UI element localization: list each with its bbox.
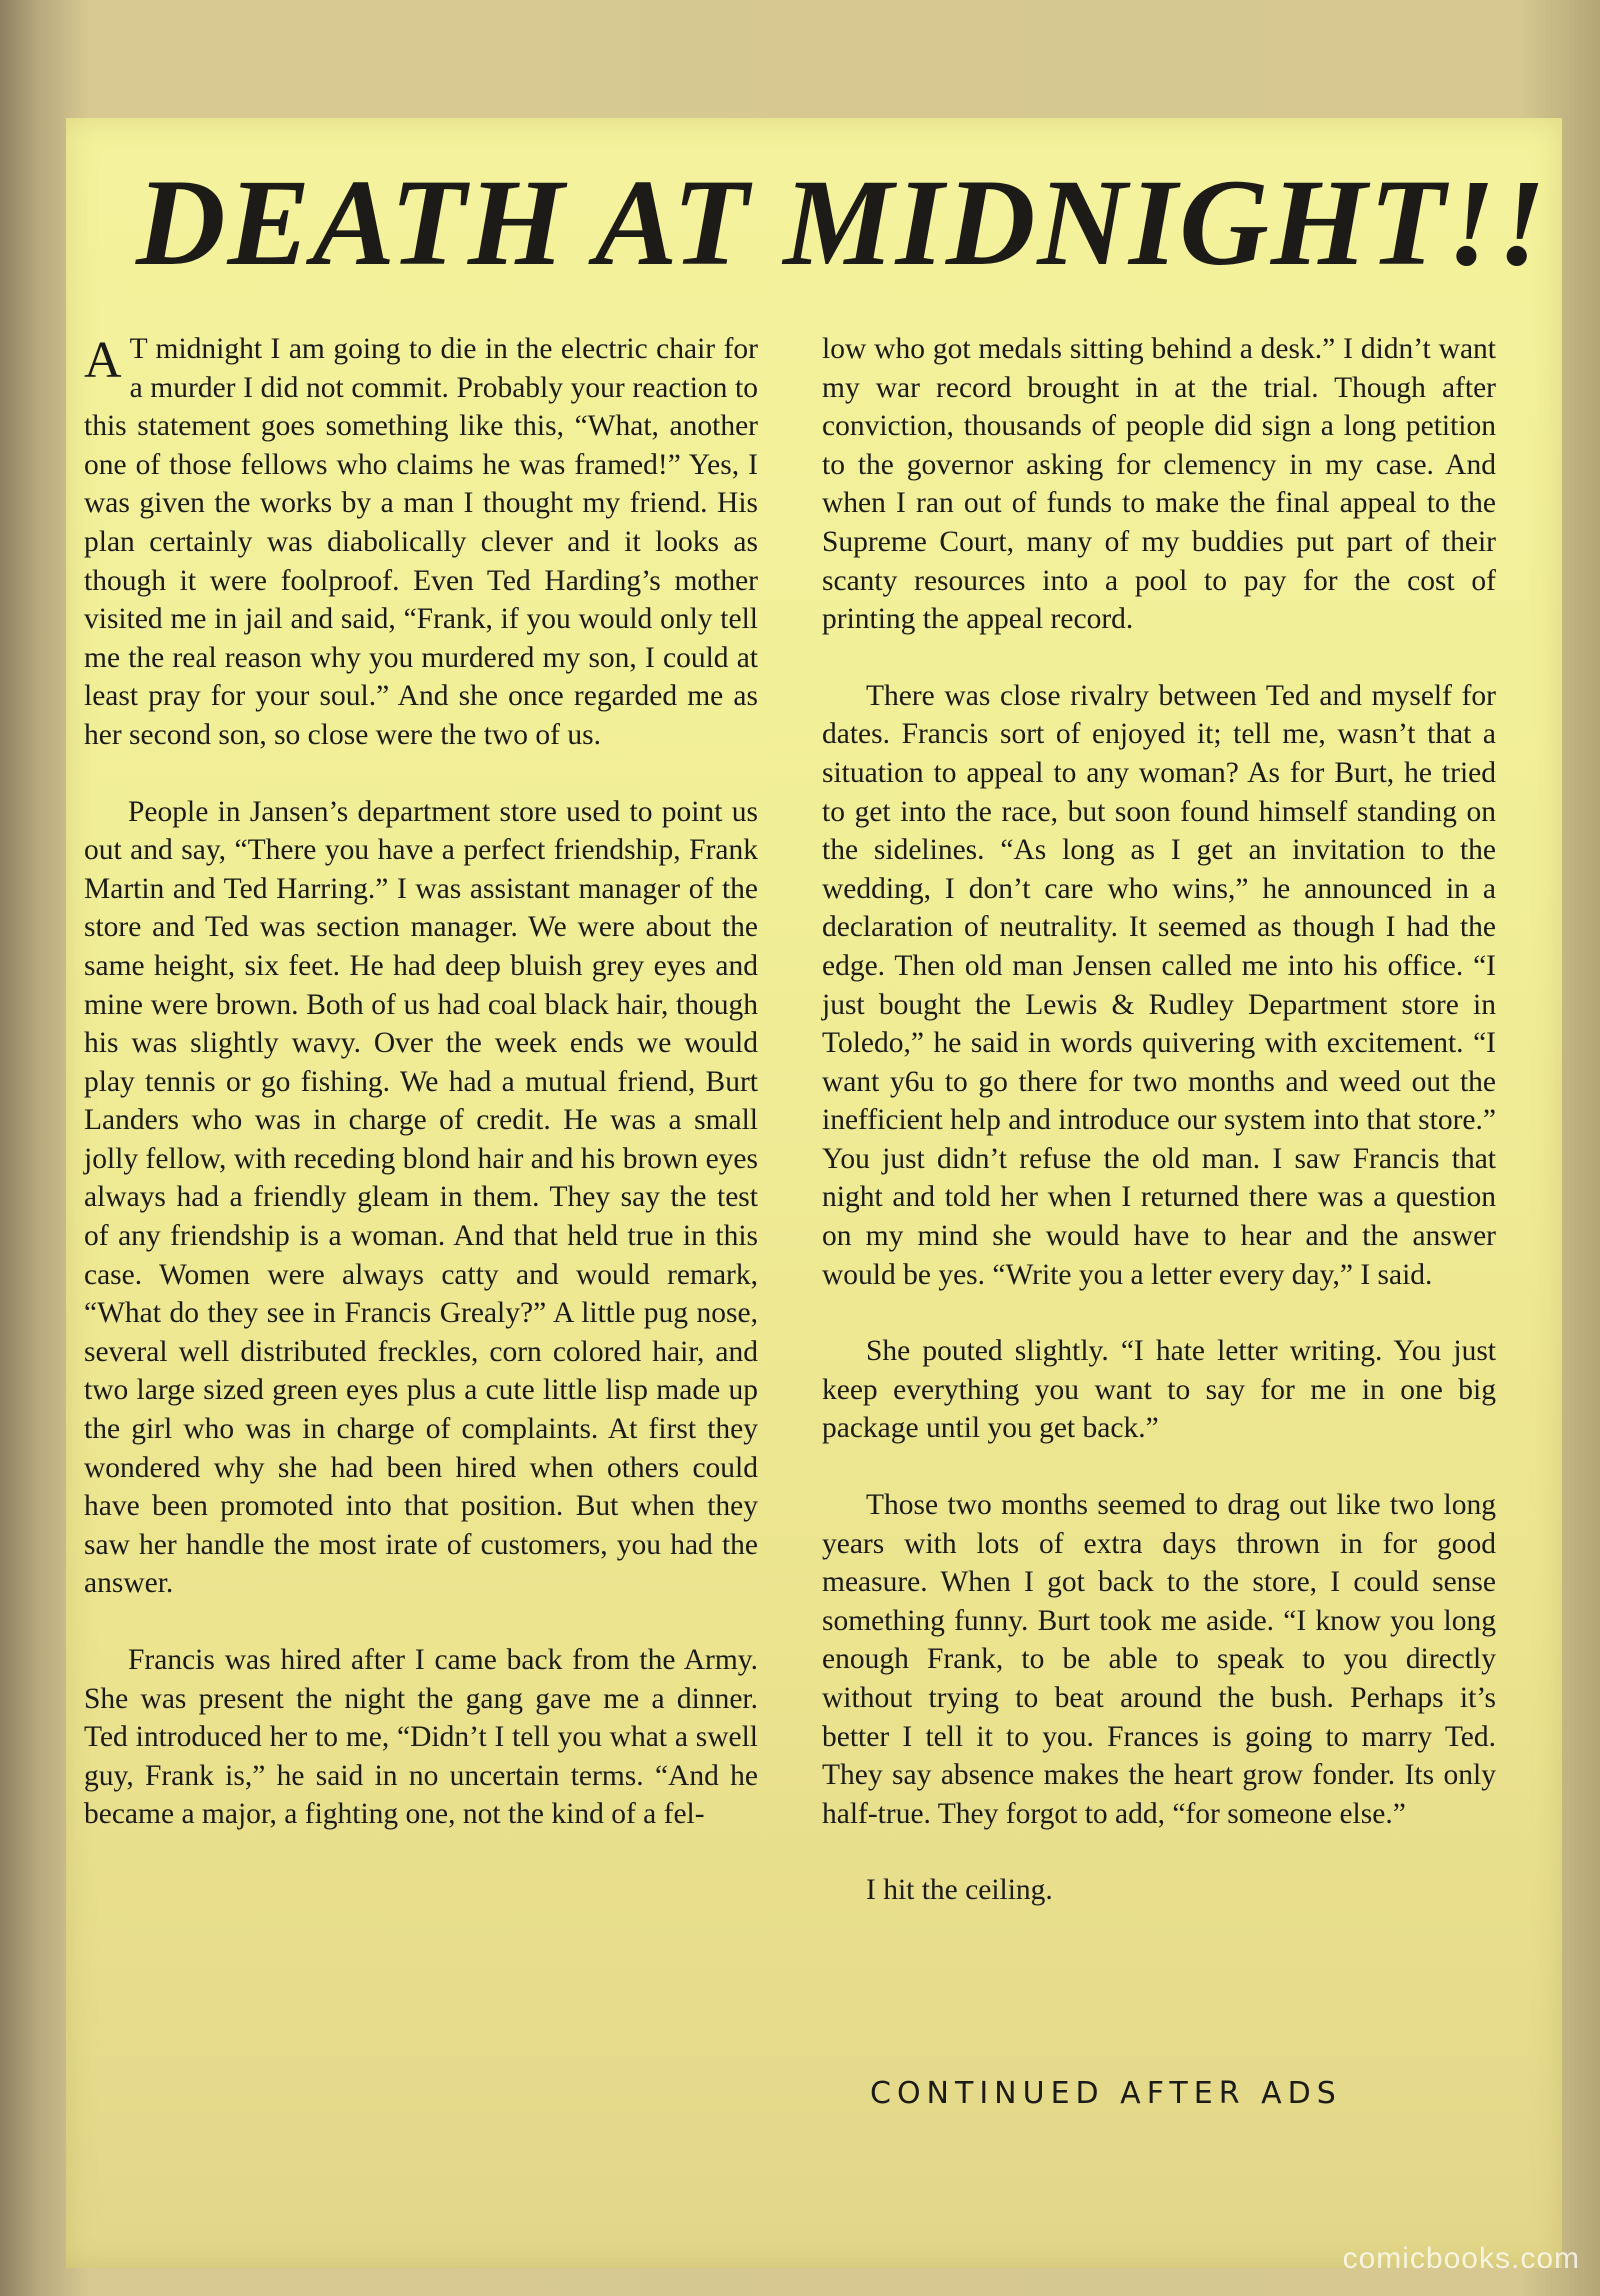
continued-note: CONTINUED AFTER ADS [870, 2076, 1342, 2111]
paragraph: People in Jansen’s department store used to point us out and say, “There you have a perfect friendship, Frank Martin and Ted Harring.” I was assistant manager of the store and Ted was section manager. We were about the same height, six feet. He had deep bluish grey eyes and mine were brown. Both of us had coal black hair, though his was slightly wavy. Over the week ends we would play tennis or go fishing. We had a mutual friend, Burt Landers who was in charge of credit. He was a small jolly fellow, with receding blond hair and his brown eyes always had a friendly gleam in them. They say the test of any friendship is a woman. And that held true in this case. Women were always catty and would remark, “What do they see in Francis Grealy?” A little pug nose, several well distributed freckles, corn colored hair, and two large sized green eyes plus a cute little lisp made up the girl who was in charge of complaints. At first they wondered why she had been hired when others could have been promoted into that position. But when they saw her handle the most irate of customers, you had the answer. [84, 795, 758, 1600]
left-column [84, 330, 758, 1872]
text-page [66, 118, 1562, 2268]
paragraph [84, 330, 758, 755]
paragraph: Francis was hired after I came back from the Army. She was present the night the gang gave me a dinner. Ted introduced her to me, “Didn’t I tell you what a swell guy, Frank is,” he said in no uncertain terms. “And he became a major, a fighting one, not the kind of a fel- [84, 1644, 758, 1831]
paragraph: low who got medals sitting behind a desk.” I didn’t want my war record brought in at the trial. Though after conviction, thousands of people did sign a long petition to the governor asking for clemency in my case. And when I ran out of funds to make the final appeal to the Supreme Court, many of my buddies put part of their scanty resources into a pool to pay for the cost of printing the appeal record. [822, 333, 1496, 636]
paragraph: She pouted slightly. “I hate letter writing. You just keep everything you want to say for me in one big package until you get back.” [822, 1335, 1496, 1445]
paragraph: Those two months seemed to drag out like two long years with lots of extra days thrown in for good measure. When I got back to the store, I could sense something funny. Burt took me aside. “I know you long enough Frank, to be able to speak to you directly without trying to beat around the bush. Perhaps it’s better I tell it to you. Frances is going to marry Ted. They say absence makes the heart grow fonder. Its only half-true. They forgot to add, “for someone else.” [822, 1489, 1496, 1830]
paragraph: I hit the ceiling. [866, 1874, 1053, 1907]
drop-cap: A [84, 332, 122, 389]
paragraph-text: T midnight I am going to die in the electric chair for a murder I did not commit. Probably your reaction to this statement goes something like this, “What, another one of those fellows who claims he was framed!” Yes, I was given the works by a man I thought my friend. His plan certainly was diabolically clever and it looks as though it were foolproof. Even Ted Harding’s mother visited me in jail and said, “Frank, if you would only tell me the real reason why you murdered my son, I could at least pray for your soul.” And she once regarded me as her second son, so close were the two of us. [84, 333, 758, 751]
watermark: comicbooks.com [1342, 2242, 1580, 2275]
story-title: DEATH AT MIDNIGHT!! [136, 154, 1548, 291]
right-column [822, 330, 1496, 1948]
paragraph: There was close rivalry between Ted and myself for dates. Francis sort of enjoyed it; tell me, wasn’t that a situation to appeal to any woman? As for Burt, he tried to get into the race, but soon found himself standing on the sidelines. “As long as I get an invitation to the wedding, I don’t care who wins,” he announced in a declaration of neutrality. It seemed as though I had the edge. Then old man Jensen called me into his office. “I just bought the Lewis & Rudley Department store in Toledo,” he said in words quivering with excitement. “I want y6u to go there for two months and weed out the inefficient help and introduce our system into that store.” You just didn’t refuse the old man. I saw Francis that night and told her when I returned there was a question on my mind she would have to hear and the answer would be yes. “Write you a letter every day,” I said. [822, 679, 1496, 1291]
